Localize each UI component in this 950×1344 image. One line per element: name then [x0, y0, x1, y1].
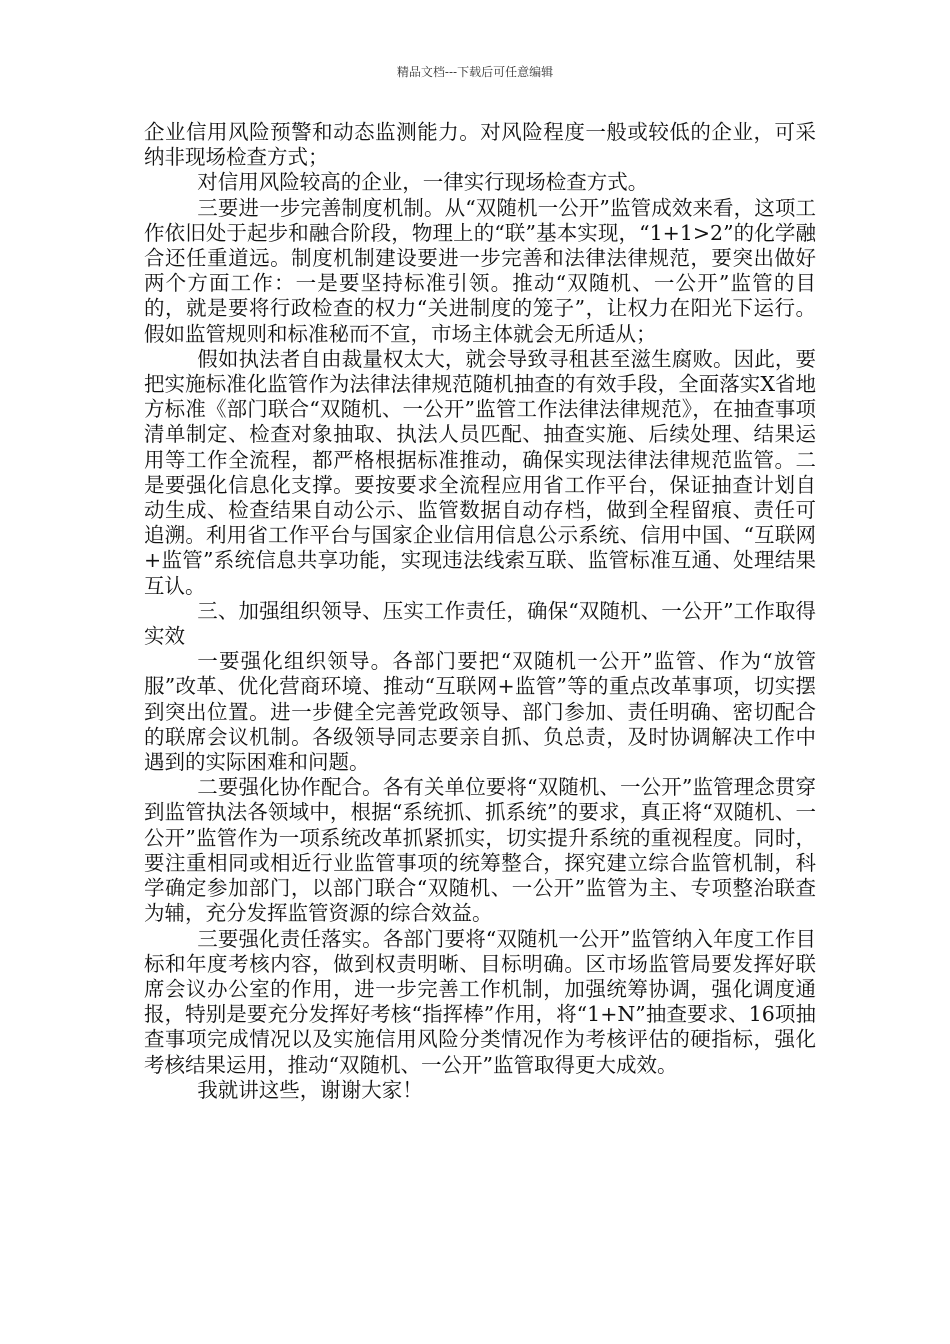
paragraph-8: 三要强化责任落实。各部门要将“双随机一公开”监管纳入年度工作目标和年度考核内容，做到权责明晰、目标明确。区市场监管局要发挥好联席会议办公室的作用，进一步完善工作机制，加强统筹协调，强化调度通报，特别是要充分发挥好考核“指挥棒”作用，将“1+N”抽查要求、16项抽查事项完成情况以及实施信用风险分类情况作为考核评估的硬指标，强化考核结果运用，推动“双随机、一公开”监管取得更大成效。: [144, 926, 816, 1077]
paragraph-3: 三要进一步完善制度机制。从“双随机一公开”监管成效来看，这项工作依旧处于起步和融合阶段，物理上的“联”基本实现，“1+1>2”的化学融合还任重道远。制度机制建设要进一步完善和法律法律规范，要突出做好两个方面工作：一是要坚持标准引领。推动“双随机、一公开”监管的目的，就是要将行政检查的权力“关进制度的笼子”，让权力在阳光下运行。假如监管规则和标准秘而不宣，市场主体就会无所适从；: [144, 195, 816, 346]
paragraph-7: 二要强化协作配合。各有关单位要将“双随机、一公开”监管理念贯穿到监管执法各领域中，根据“系统抓、抓系统”的要求，真正将“双随机、一公开”监管作为一项系统改革抓紧抓实，切实提升系统的重视程度。同时，要注重相同或相近行业监管事项的统筹整合，探究建立综合监管机制，科学确定参加部门，以部门联合“双随机、一公开”监管为主、专项整治联查为辅，充分发挥监管资源的综合效益。: [144, 775, 816, 926]
paragraph-1: 企业信用风险预警和动态监测能力。对风险程度一般或较低的企业，可采纳非现场检查方式；: [144, 120, 816, 170]
closing-remark: 我就讲这些，谢谢大家！: [197, 1077, 423, 1102]
page-header: 精品文档---下载后可任意编辑: [396, 65, 554, 79]
document-body: [144, 120, 816, 1103]
paragraph-6: 一要强化组织领导。各部门要把“双随机一公开”监管、作为“放管服”改革、优化营商环境、推动“互联网+监管”等的重点改革事项，切实摆到突出位置。进一步健全完善党政领导、部门参加、责任明确、密切配合的联席会议机制。各级领导同志要亲自抓、负总责，及时协调解决工作中遇到的实际困难和问题。: [144, 649, 816, 775]
paragraph-2: 对信用风险较高的企业，一律实行现场检查方式。: [197, 170, 649, 195]
paragraph-4: 假如执法者自由裁量权太大，就会导致寻租甚至滋生腐败。因此，要把实施标准化监管作为法律法律规范随机抽查的有效手段，全面落实X省地方标准《部门联合“双随机、一公开”监管工作法律法律规范》，在抽查事项清单制定、检查对象抽取、执法人员匹配、抽查实施、后续处理、结果运用等工作全流程，都严格根据标准推动，确保实现法律法律规范监管。二是要强化信息化支撑。要按要求全流程应用省工作平台，保证抽查计划自动生成、检查结果自动公示、监管数据自动存档，做到全程留痕、责任可追溯。利用省工作平台与国家企业信用信息公示系统、信用中国、“互联网+监管”系统信息共享功能，实现违法线索互联、监管标准互通、处理结果互认。: [144, 346, 816, 598]
section-heading-3: 三、加强组织领导、压实工作责任，确保“双随机、一公开”工作取得实效: [144, 598, 816, 649]
